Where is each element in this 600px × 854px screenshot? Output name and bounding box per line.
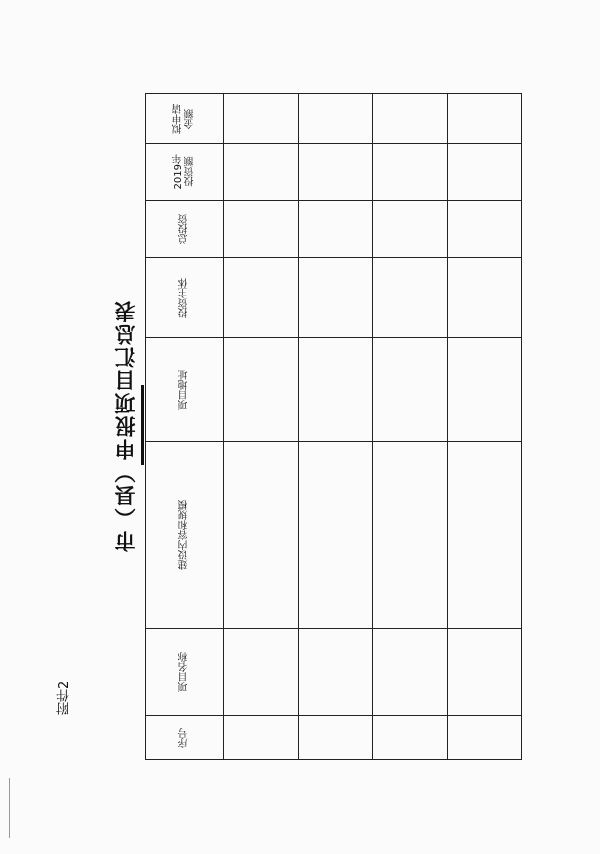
table-cell — [373, 338, 448, 442]
table-cell — [447, 144, 522, 201]
table-cell — [447, 258, 522, 338]
table-cell — [224, 716, 299, 760]
table-cell — [224, 338, 299, 442]
table-cell — [224, 629, 299, 716]
table-row — [146, 338, 522, 442]
table-cell — [298, 94, 373, 144]
table-cell — [298, 716, 373, 760]
title-blank-line — [141, 385, 144, 465]
title-text: 市（县）申报项目汇总表 — [114, 298, 138, 552]
table-cell — [373, 144, 448, 201]
header-cell: 建设内容和规模 — [146, 442, 224, 629]
table-cell — [447, 94, 522, 144]
table-cell — [447, 442, 522, 629]
table-cell — [224, 144, 299, 201]
table-cell — [298, 144, 373, 201]
table-cell — [447, 338, 522, 442]
table-cell — [224, 94, 299, 144]
table-row — [146, 144, 522, 201]
header-cell: 项目名称 — [146, 629, 224, 716]
table-cell — [224, 201, 299, 258]
table-cell — [373, 716, 448, 760]
table-cell — [224, 258, 299, 338]
table-row — [146, 629, 522, 716]
table-row — [146, 258, 522, 338]
table-row — [146, 442, 522, 629]
table-cell — [224, 442, 299, 629]
table-cell — [373, 258, 448, 338]
header-cell: 2019年 投资额 — [146, 144, 224, 201]
table-cell — [373, 629, 448, 716]
table-cell — [373, 94, 448, 144]
table-cell — [447, 629, 522, 716]
table-row — [146, 716, 522, 760]
table-cell — [447, 201, 522, 258]
table-row — [146, 201, 522, 258]
table-cell — [298, 629, 373, 716]
header-cell: 总投资 — [146, 201, 224, 258]
table-cell — [373, 442, 448, 629]
attachment-label: 附件2 — [57, 680, 72, 716]
header-cell: 序号 — [146, 716, 224, 760]
table-cell — [298, 258, 373, 338]
page-title — [110, 240, 144, 610]
header-cell: 拟申请 金额 — [146, 94, 224, 144]
table-cell — [298, 442, 373, 629]
table-cell — [298, 338, 373, 442]
summary-table — [145, 93, 522, 760]
table-cell — [373, 201, 448, 258]
table-cell — [298, 201, 373, 258]
scan-margin-line — [9, 778, 10, 838]
header-cell: 项目地址 — [146, 338, 224, 442]
header-cell: 投资主体 — [146, 258, 224, 338]
table-row — [146, 94, 522, 144]
table-cell — [447, 716, 522, 760]
